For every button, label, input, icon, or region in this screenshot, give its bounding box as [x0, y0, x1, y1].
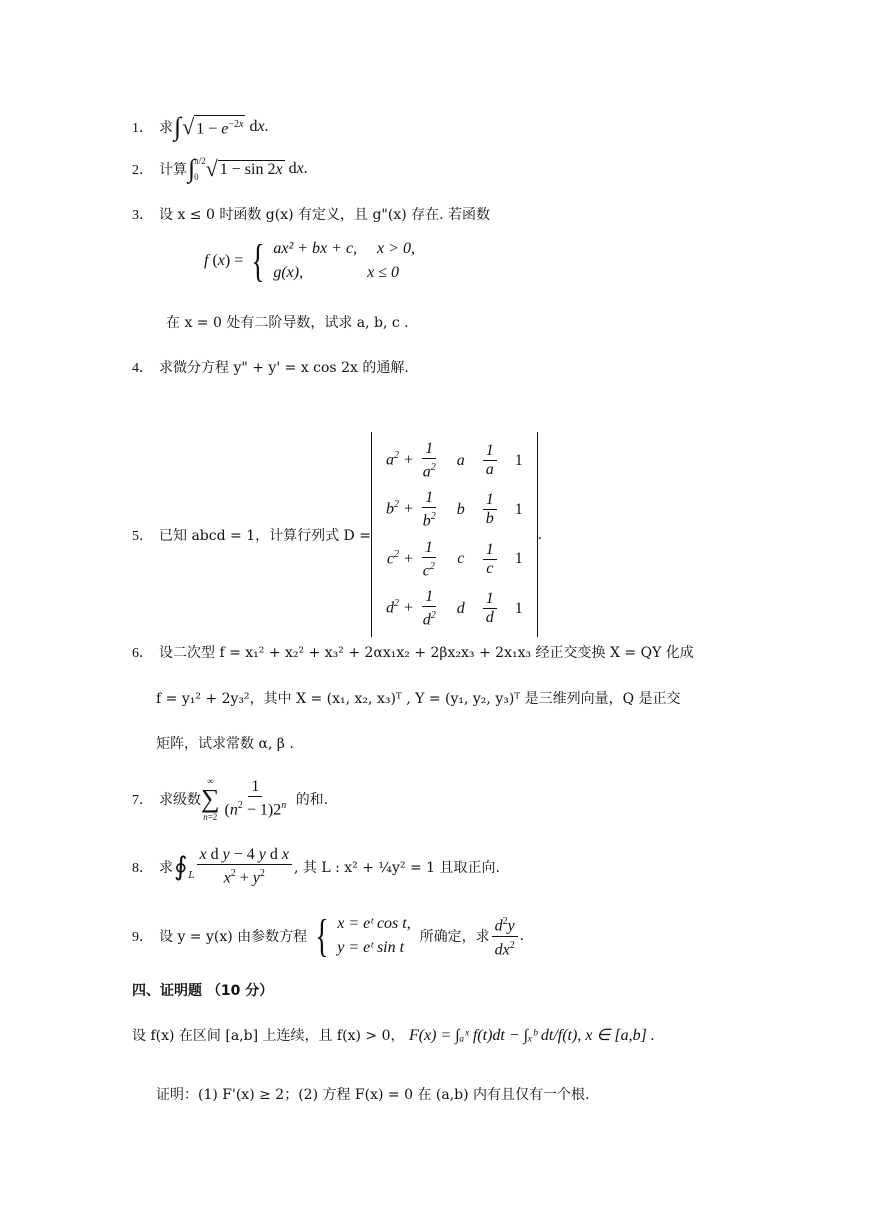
problem-number: 2． [132, 163, 153, 178]
problem-7: 7． 求级数 ∞ ∑ n=2 $\frac{1}{(n^2 - 1)2^n}$ 的和. [132, 776, 329, 822]
problem-number: 9． [132, 930, 153, 945]
problem-6-line-3 [156, 733, 294, 753]
end-mark: . [519, 927, 524, 944]
problem-number: 4． [132, 361, 153, 376]
problem-6-line-2 [156, 688, 681, 708]
problem-line-1: 设二次型 f = x₁² + x₂² + x₃² + 2αx₁x₂ + 2βx₂x₃ + 2x₁x₃ 经正交变换 X = QY 化成 [159, 645, 694, 661]
problem-text: 已知 abcd = 1，计算行列式 D = [159, 527, 371, 544]
brace: { [251, 235, 265, 286]
problem-text: 求 [159, 859, 173, 876]
proof-statement [132, 1025, 655, 1045]
proof-formula: F(x) = ∫ₐˣ f(t)dt − ∫ₓᵇ dt/f(t), x ∈ [a,b] . [408, 1027, 655, 1044]
sqrt-expr: √ $1 - e^{-2x}$ [182, 114, 244, 139]
problem-text-after: , 其 L : x² + ¼y² = 1 且取正向. [294, 859, 500, 876]
end-mark: . [303, 160, 308, 177]
problem-6 [132, 642, 694, 662]
problem-text-after: 的和. [295, 792, 329, 808]
sum-sign: ∞ ∑ n=2 [201, 776, 220, 822]
case-1: x = eᵗ cos t, [337, 915, 411, 932]
problem-1: 1． 求 ∫ √ $1 - e^{-2x}$ dx . [132, 112, 269, 141]
contour-integral-sign: ∮ [174, 851, 188, 881]
end-mark: . [264, 118, 269, 135]
problem-text: 设 y = y(x) 由参数方程 [159, 929, 308, 945]
problem-line-3: 矩阵，试求常数 α, β . [156, 736, 294, 752]
problem-number: 6． [132, 646, 153, 661]
piecewise-f: f ( x ) = { ax² + bx + c, x > 0, g(x), x ≤ 0 [204, 235, 415, 286]
problem-line-2: f = y₁² + 2y₃²，其中 X = (x₁, x₂, x₃)ᵀ , Y = (y₁, y₂, y₃)ᵀ 是三维列向量，Q 是正交 [156, 691, 681, 707]
problem-3-after [166, 312, 409, 332]
problem-text-after: 所确定，求 [419, 929, 490, 945]
problem-text: 求 [159, 120, 173, 136]
problem-2: 2． 计算 ∫ π/2 0 √ 1 − sin 2x dx . [132, 154, 308, 183]
case-2: y = eᵗ sin t [337, 939, 405, 956]
section-title: 四、证明题 （10 分） [132, 983, 274, 999]
problem-8: 8． 求 ∮ L $\frac{\text{x d y − 4 y d x}}{x^2 + y^2}$ , 其 L : x² + ¼y² = 1 且取正向. [132, 846, 500, 887]
problem-number: 8． [132, 860, 153, 876]
case-2: g(x), x ≤ 0 [273, 264, 399, 281]
proof-claim-text: 证明：(1) F'(x) ≥ 2；(2) 方程 F(x) = 0 在 (a,b) 内有且仅有一个根. [156, 1087, 590, 1103]
end-mark: . [537, 525, 542, 543]
sqrt-expr: √ 1 − sin 2x [205, 156, 283, 181]
case-1: ax² + bx + c, x > 0, [273, 240, 415, 257]
problem-number: 5． [132, 528, 153, 544]
problem-text: 设 x ≤ 0 时函数 g(x) 有定义，且 g"(x) 存在. 若函数 [159, 207, 491, 223]
determinant: $a^2$ + $\frac{1}{a^2}$ a $\frac{1}{a}$ 1 $b^2$ + $\frac{1}{b^2}$ b $\frac{1}{b}$ 1 $c^2$ + $\frac{1}{c^2}$ c $\frac{1}{c}$ 1 $d^2$ + $\frac{1}{d^2}$ d $\frac{1}{d}$ 1 [371, 432, 538, 637]
problem-text: 求级数 [159, 792, 201, 808]
proof-text: 设 f(x) 在区间 [a,b] 上连续，且 f(x) > 0， [132, 1028, 405, 1044]
integral-sign: ∫ [174, 112, 182, 141]
problem-text: 计算 [159, 162, 187, 178]
problem-number: 3． [132, 208, 153, 223]
problem-3 [132, 204, 490, 224]
integral-sign: ∫ [188, 154, 196, 183]
problem-number: 1． [132, 121, 153, 136]
problem-text: 在 x = 0 处有二阶导数，试求 a, b, c . [166, 315, 409, 331]
problem-text: 求微分方程 y" + y' = x cos 2x 的通解. [159, 360, 409, 376]
problem-number: 7． [132, 793, 153, 808]
problem-4 [132, 357, 409, 377]
problem-5 [132, 432, 542, 637]
proof-claim [156, 1084, 590, 1104]
problem-9: 9． 设 y = y(x) 由参数方程 { x = eᵗ cos t, y = eᵗ sin t 所确定，求 $\frac{d^2y}{dx^2}$ . [132, 910, 524, 961]
brace: { [315, 910, 329, 961]
